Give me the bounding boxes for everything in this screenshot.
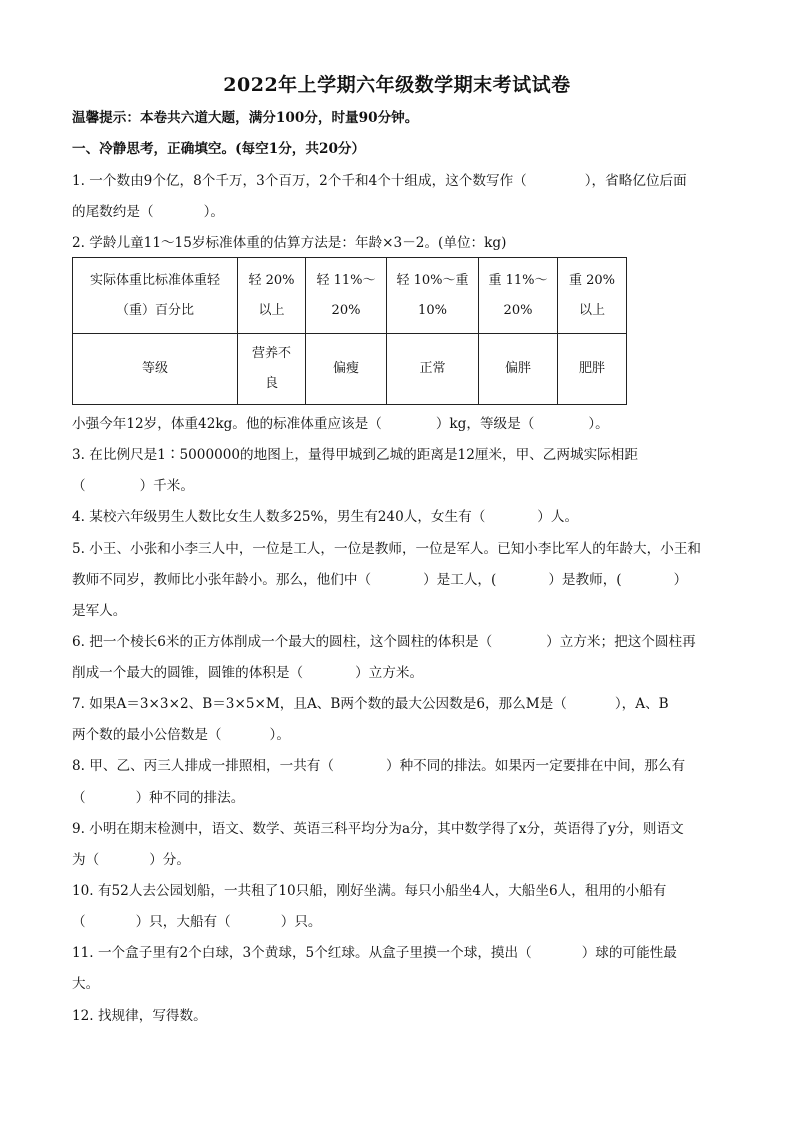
question-5-line-2: 教师不同岁，教师比小张年龄小。那么，他们中（ ）是工人，( ）是教师，( ） (72, 572, 688, 588)
question-9-line-2: 为（ ）分。 (72, 852, 190, 868)
question-10-line-1: 10. 有52人去公园划船，一共租了10只船，刚好坐满。每只小船坐4人，大船坐6人，租用的小船有 (72, 883, 667, 899)
question-8-line-2: （ ）种不同的排法。 (72, 790, 245, 806)
question-9-line-1: 9. 小明在期末检测中，语文、数学、英语三科平均分为a分，其中数学得了x分，英语得了y分，则语文 (72, 821, 684, 837)
table-cell: 轻 10%～重 10% (387, 258, 479, 334)
tip-text: 温馨提示：本卷共六道大题，满分100分，时量90分钟。 (72, 110, 419, 126)
question-3-line-1: 3. 在比例尺是1∶5000000的地图上，量得甲城到乙城的距离是12厘米，甲、乙两城实际相距 (72, 447, 638, 463)
page-title: 2022年上学期六年级数学期末考试试卷 (223, 74, 571, 96)
question-2-followup: 小强今年12岁，体重42kg。他的标准体重应该是（ ）kg，等级是（ ）。 (72, 416, 609, 432)
question-4: 4. 某校六年级男生人数比女生人数多25%，男生有240人，女生有（ ）人。 (72, 509, 579, 525)
question-2-intro: 2. 学龄儿童11～15岁标准体重的估算方法是：年龄×3－2。(单位：kg) (72, 235, 507, 251)
question-7-line-2: 两个数的最小公倍数是（ ）。 (72, 727, 290, 743)
table-header-cell: 实际体重比标准体重轻 （重）百分比 (73, 258, 238, 334)
table-cell: 轻 11%～ 20% (306, 258, 387, 334)
table-cell: 肥胖 (558, 334, 627, 405)
table-cell: 重 20% 以上 (558, 258, 627, 334)
table-cell: 营养不 良 (238, 334, 306, 405)
table-cell: 轻 20% 以上 (238, 258, 306, 334)
question-5-line-1: 5. 小王、小张和小李三人中，一位是工人，一位是教师，一位是军人。已知小李比军人的年龄大，小王和 (72, 541, 702, 557)
table-row (73, 258, 627, 334)
question-6-line-2: 削成一个最大的圆锥，圆锥的体积是（ ）立方米。 (72, 665, 424, 681)
table-row-label: 等级 (73, 334, 238, 405)
question-10-line-2: （ ）只，大船有（ ）只。 (72, 914, 322, 930)
table-row (73, 334, 627, 405)
question-1-line-2: 的尾数约是（ ）。 (72, 204, 224, 220)
question-3-line-2: （ ）千米。 (72, 478, 194, 494)
section-heading: 一、冷静思考，正确填空。(每空1分，共20分） (72, 141, 366, 157)
question-1-line-1: 1. 一个数由9个亿，8个千万，3个百万，2个千和4个十组成，这个数写作（ ），省略亿位后面 (72, 173, 687, 189)
question-5-line-3: 是军人。 (72, 603, 127, 619)
table-cell: 偏瘦 (306, 334, 387, 405)
question-7-line-1: 7. 如果A＝3×3×2、B＝3×5×M，且A、B两个数的最大公因数是6，那么M是（ ），A、B (72, 696, 669, 712)
table-cell: 正常 (387, 334, 479, 405)
question-6-line-1: 6. 把一个棱长6米的正方体削成一个最大的圆柱，这个圆柱的体积是（ ）立方米；把这个圆柱再 (72, 634, 696, 650)
table-cell: 偏胖 (479, 334, 558, 405)
question-12: 12. 找规律，写得数。 (72, 1008, 207, 1024)
standard-weight-table (72, 257, 627, 405)
question-11-line-1: 11. 一个盒子里有2个白球，3个黄球，5个红球。从盒子里摸一个球，摸出（ ）球的可能性最 (72, 945, 677, 961)
table-cell: 重 11%～ 20% (479, 258, 558, 334)
question-8-line-1: 8. 甲、乙、丙三人排成一排照相，一共有（ ）种不同的排法。如果丙一定要排在中间，那么有 (72, 758, 686, 774)
question-11-line-2: 大。 (72, 976, 100, 992)
